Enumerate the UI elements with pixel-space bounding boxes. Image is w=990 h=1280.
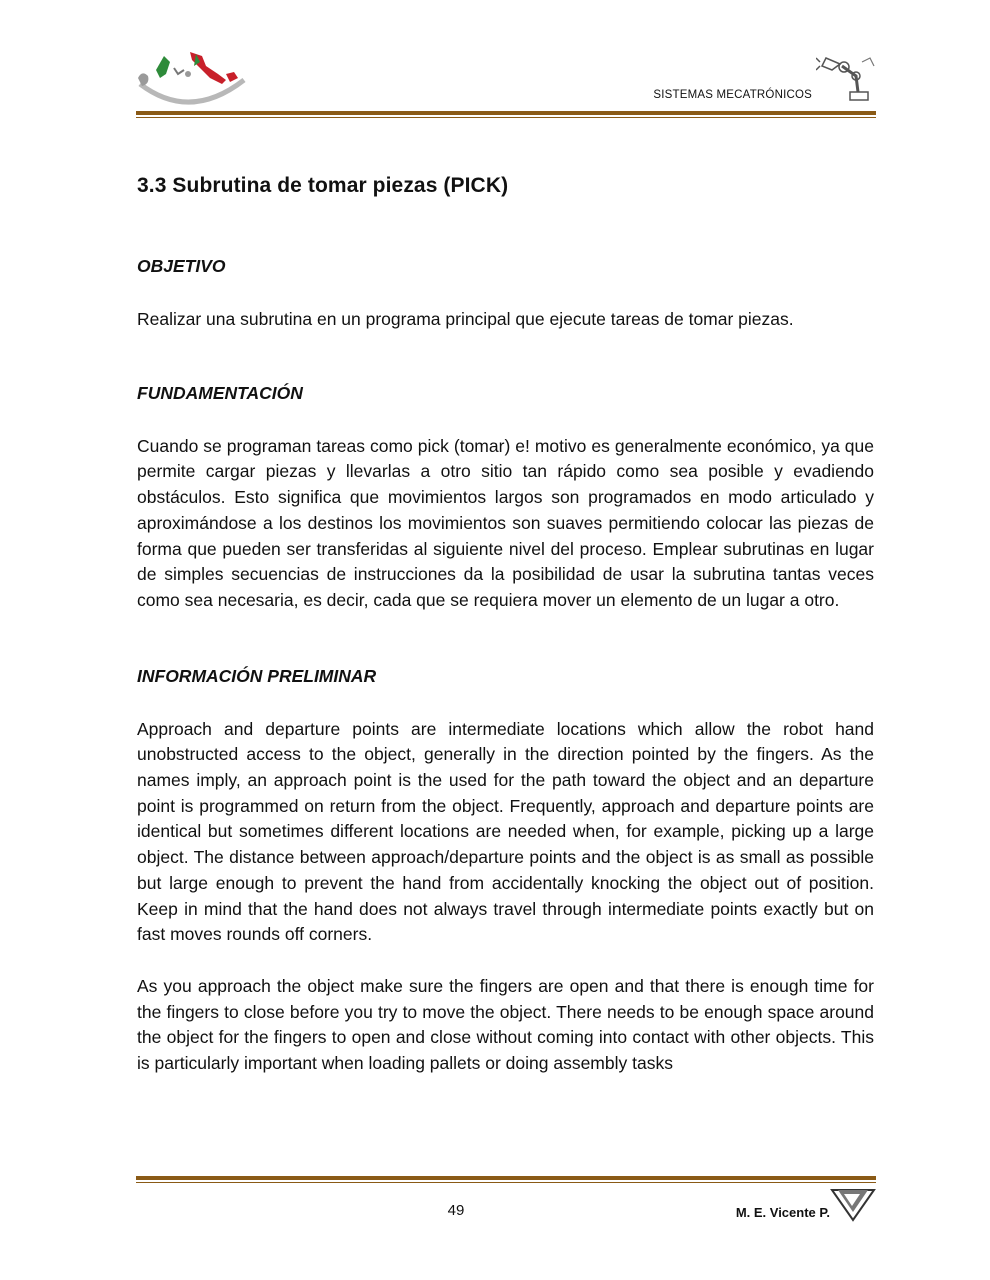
- document-body: [137, 174, 874, 1077]
- page-number: 49: [447, 1202, 465, 1219]
- author-triangle-logo-icon: [830, 1186, 876, 1222]
- fundamentacion-paragraph: Cuando se programan tareas como pick (tomar) e! motivo es generalmente económico, ya que permite cargar piezas y llevarlas a otro sitio tan rápido como sea posible y evadiendo obstáculos. Esto significa que movimientos largos son programados en modo articulado y aproximándose a los destinos los movimientos son suaves permitiendo colocar las piezas de forma que pueden ser transferidas al siguiente nivel del proceso. Emplear subrutinas en lugar de simples secuencias de instrucciones da la posibilidad de usar la subrutina tantas veces como sea necesaria, es decir, cada que se requiera mover un elemento de un lugar a otro.: [137, 435, 874, 610]
- informacion-paragraph-2: As you approach the object make sure the fingers are open and that there is enough time for the fingers to close before you try to move the object. There needs to be enough space around the object for the fingers to open and close without coming into contact with other objects. This is particularly important when loading pallets or doing assembly tasks: [137, 975, 874, 1074]
- objetivo-paragraph: Realizar una subrutina en un programa principal que ejecute tareas de tomar piezas.: [137, 309, 794, 329]
- informacion-heading: INFORMACIÓN PRELIMINAR: [137, 665, 377, 686]
- informacion-paragraph-1: Approach and departure points are intermediate locations which allow the robot hand unobstructed access to the object, generally in the direction pointed by the fingers. As the names imply, an approach point is the used for the path toward the object and an departure point is programmed on return from the object. Frequently, approach and departure points are identical but sometimes different locations are needed when, for example, picking up a large object. The distance between approach/departure points and the object is as small as possible but large enough to prevent the hand from accidentally knocking the object out of position. Keep in mind that the hand does not always travel through intermediate points exactly but on fast moves rounds off corners.: [137, 718, 874, 945]
- fundamentacion-heading: FUNDAMENTACIÓN: [137, 382, 303, 403]
- robot-arm-icon: [816, 52, 876, 104]
- author-name: M. E. Vicente P.: [735, 1205, 830, 1220]
- footer-rule: [136, 1176, 876, 1183]
- institution-map-logo-icon: [130, 44, 252, 114]
- header-rule: [136, 111, 876, 118]
- header-title: SISTEMAS MECATRÓNICOS: [653, 89, 812, 101]
- section-title: 3.3 Subrutina de tomar piezas (PICK): [137, 174, 509, 197]
- objetivo-heading: OBJETIVO: [137, 256, 226, 276]
